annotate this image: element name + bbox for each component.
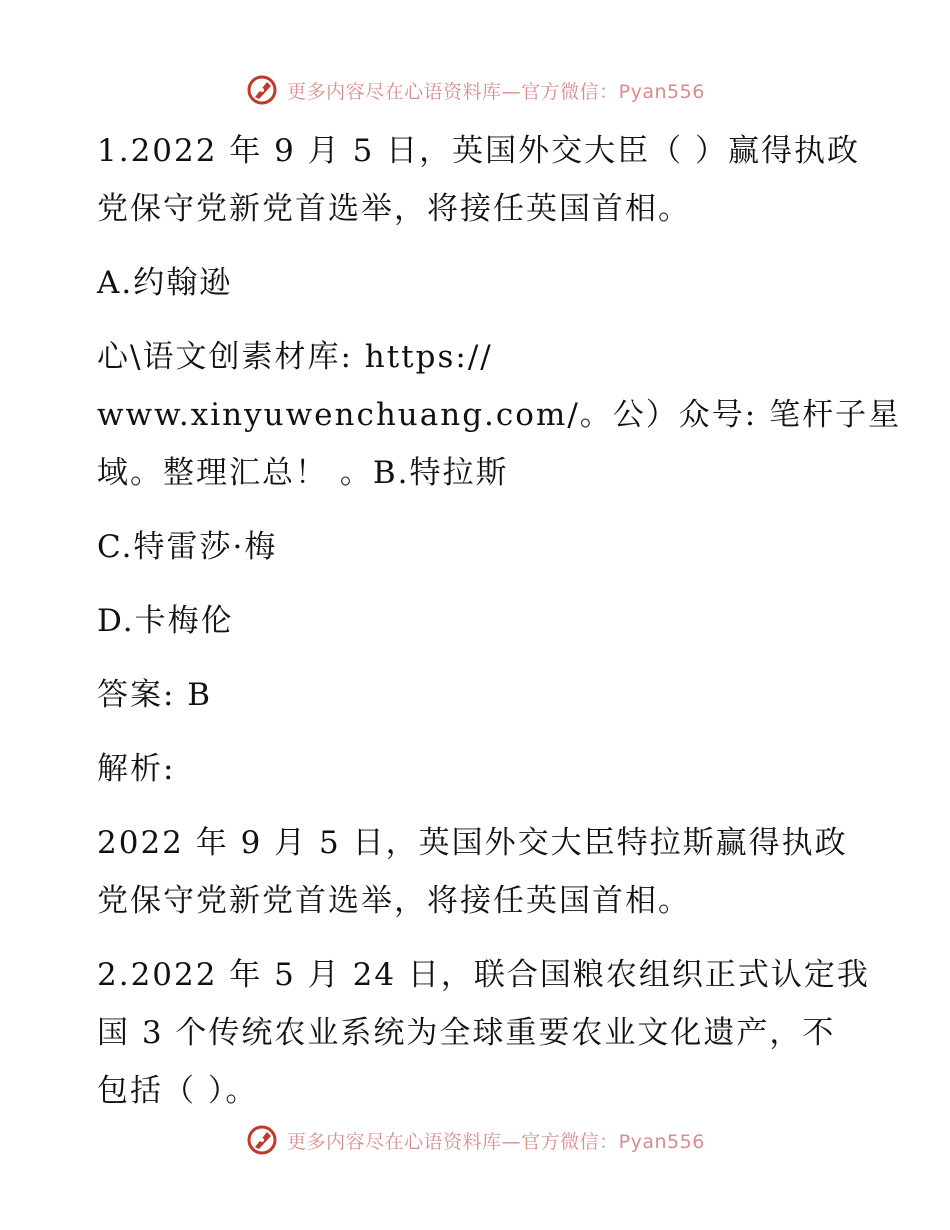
header-banner-text: 更多内容尽在心语资料库—官方微信：Pyan556 [287,80,705,103]
q1-line-2: 党保守党新党首选举，将接任英国首相。 [97,191,691,227]
source-line-2: www.xinyuwenchuang.com/。公）众号: 笔杆子星 [97,397,902,433]
q1-option-a: A.约翰逊 [97,265,233,301]
document-body [97,122,902,1120]
q1-option-d: D.卡梅伦 [97,603,234,639]
header-banner [0,70,950,110]
pen-nib-circle-icon [245,73,279,107]
q2-line-2: 国 3 个传统农业系统为全球重要农业文化遗产，不 [97,1015,836,1051]
q2-line-3: 包括（ ）。 [97,1073,259,1109]
q1-explanation-line-2: 党保守党新党首选举，将接任英国首相。 [97,883,691,919]
source-line-3-option-b: 域。整理汇总！ 。B.特拉斯 [97,455,509,491]
q1-answer: 答案: B [97,677,213,713]
q1-explanation-line-1: 2022 年 9 月 5 日，英国外交大臣特拉斯赢得执政 [97,825,848,861]
footer-banner-text: 更多内容尽在心语资料库—官方微信：Pyan556 [287,1130,705,1153]
pen-nib-circle-icon [245,1123,279,1157]
q1-explanation-label: 解析: [97,751,176,787]
q1-line-1: 1.2022 年 9 月 5 日，英国外交大臣（ ）赢得执政 [97,133,861,169]
q2-line-1: 2.2022 年 5 月 24 日，联合国粮农组织正式认定我 [97,957,870,993]
footer-banner [0,1120,950,1160]
source-line-1: 心\语文创素材库: https:// [97,339,493,375]
q1-option-c: C.特雷莎·梅 [97,529,278,565]
